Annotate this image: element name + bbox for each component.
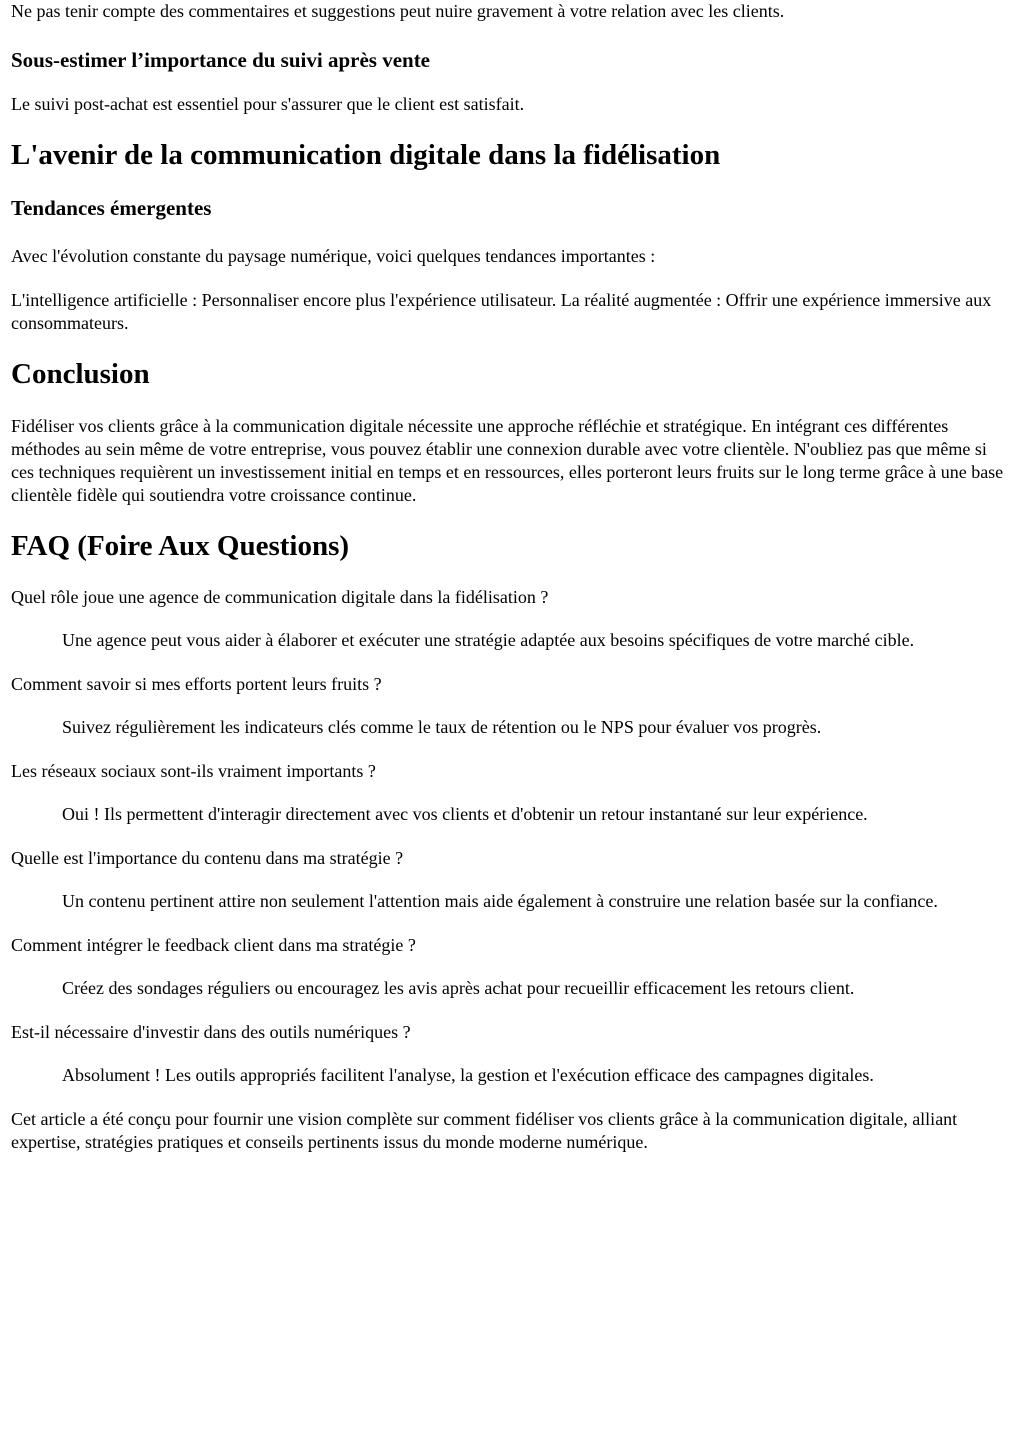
faq-question: Les réseaux sociaux sont-ils vraiment importants ? bbox=[11, 761, 376, 781]
faq-heading: FAQ (Foire Aux Questions) bbox=[11, 530, 350, 562]
future-heading: L'avenir de la communication digitale dans la fidélisation bbox=[11, 139, 721, 171]
faq-answer: Une agence peut vous aider à élaborer et exécuter une stratégie adaptée aux besoins spécifiques de votre marché cible. bbox=[62, 630, 915, 650]
trends-heading: Tendances émergentes bbox=[11, 196, 212, 220]
faq-question: Quelle est l'importance du contenu dans ma stratégie ? bbox=[11, 848, 404, 868]
conclusion-heading: Conclusion bbox=[11, 358, 150, 390]
closing-paragraph: Cet article a été conçu pour fournir une vision complète sur comment fidéliser vos clients grâce à la communication digitale, alliant expertise, stratégies pratiques et conseils pertinents issus du monde moderne numérique. bbox=[11, 1109, 958, 1152]
followup-heading: Sous-estimer l’importance du suivi après vente bbox=[11, 48, 431, 72]
faq-question: Comment savoir si mes efforts portent leurs fruits ? bbox=[11, 674, 382, 694]
faq-answer: Oui ! Ils permettent d'interagir directement avec vos clients et d'obtenir un retour instantané sur leur expérience. bbox=[62, 804, 868, 824]
faq-answer: Un contenu pertinent attire non seulement l'attention mais aide également à construire une relation basée sur la confiance. bbox=[62, 891, 938, 911]
faq-answer: Suivez régulièrement les indicateurs clés comme le taux de rétention ou le NPS pour évaluer vos progrès. bbox=[62, 717, 822, 737]
faq-question: Est-il nécessaire d'investir dans des outils numériques ? bbox=[11, 1022, 411, 1042]
trends-intro-paragraph: Avec l'évolution constante du paysage numérique, voici quelques tendances importantes : bbox=[11, 246, 656, 266]
faq-list bbox=[11, 586, 1013, 1087]
faq-answer: Absolument ! Les outils appropriés facilitent l'analyse, la gestion et l'exécution efficace des campagnes digitales. bbox=[62, 1065, 874, 1085]
intro-paragraph: Ne pas tenir compte des commentaires et suggestions peut nuire gravement à votre relation avec les clients. bbox=[11, 1, 785, 21]
trends-list-paragraph: L'intelligence artificielle : Personnaliser encore plus l'expérience utilisateur. La réalité augmentée : Offrir une expérience immersive aux consommateurs. bbox=[11, 290, 992, 333]
faq-question: Quel rôle joue une agence de communication digitale dans la fidélisation ? bbox=[11, 587, 549, 607]
faq-answer: Créez des sondages réguliers ou encouragez les avis après achat pour recueillir efficacement les retours client. bbox=[62, 978, 855, 998]
faq-question: Comment intégrer le feedback client dans ma stratégie ? bbox=[11, 935, 416, 955]
followup-paragraph: Le suivi post-achat est essentiel pour s'assurer que le client est satisfait. bbox=[11, 94, 525, 114]
conclusion-paragraph: Fidéliser vos clients grâce à la communication digitale nécessite une approche réfléchie et stratégique. En intégrant ces différentes méthodes au sein même de votre entreprise, vous pouvez établir une connexion durable avec votre clientèle. N'oubliez pas que même si ces techniques requièrent un investissement initial en temps et en ressources, elles porteront leurs fruits sur le long terme grâce à une base clientèle fidèle qui soutiendra votre croissance continue. bbox=[11, 416, 1004, 505]
